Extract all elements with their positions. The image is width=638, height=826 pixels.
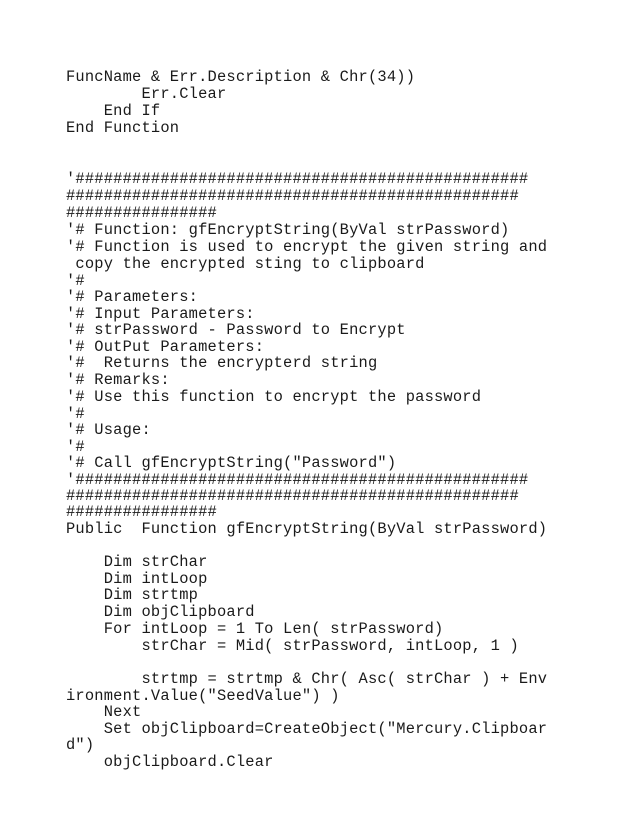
code-line: Dim intLoop	[66, 570, 208, 588]
code-line: Next	[66, 703, 142, 721]
code-line: '#	[66, 438, 85, 456]
code-line: '# Function: gfEncryptString(ByVal strPassword)	[66, 221, 510, 239]
code-line: End Function	[66, 119, 180, 137]
code-listing	[66, 0, 638, 826]
code-line: ################################################	[66, 187, 519, 205]
code-line: '#	[66, 272, 85, 290]
code-line: d")	[66, 736, 95, 754]
code-line: '# Parameters:	[66, 288, 199, 306]
code-line: '################################################	[66, 471, 529, 489]
code-line: '# Function is used to encrypt the given string and	[66, 238, 548, 256]
code-line: Public Function gfEncryptString(ByVal strPassword)	[66, 520, 548, 538]
code-line: '# Input Parameters:	[66, 305, 255, 323]
code-line: ################################################	[66, 487, 519, 505]
code-line: '# strPassword - Password to Encrypt	[66, 321, 406, 339]
code-line: Set objClipboard=CreateObject("Mercury.Clipboar	[66, 720, 548, 738]
code-line: objClipboard.Clear	[66, 753, 274, 771]
code-line: '# Use this function to encrypt the password	[66, 388, 482, 406]
code-line: Dim objClipboard	[66, 603, 255, 621]
code-line: '# Usage:	[66, 421, 151, 439]
code-line: End If	[66, 102, 161, 120]
code-line: Dim strChar	[66, 553, 208, 571]
code-line: ################	[66, 503, 217, 521]
code-line: '################################################	[66, 170, 529, 188]
code-line: copy the encrypted sting to clipboard	[66, 255, 425, 273]
code-line: '# Remarks:	[66, 371, 170, 389]
code-line: '#	[66, 405, 85, 423]
code-line: '# Call gfEncryptString("Password")	[66, 454, 397, 472]
code-line: FuncName & Err.Description & Chr(34))	[66, 68, 416, 86]
code-line: '# Returns the encrypterd string	[66, 354, 378, 372]
code-line: Err.Clear	[66, 85, 227, 103]
code-line: ironment.Value("SeedValue") )	[66, 687, 340, 705]
code-line: strChar = Mid( strPassword, intLoop, 1 )	[66, 637, 519, 655]
code-line: Dim strtmp	[66, 586, 199, 604]
code-line: For intLoop = 1 To Len( strPassword)	[66, 620, 444, 638]
code-line: strtmp = strtmp & Chr( Asc( strChar ) + Env	[66, 670, 548, 688]
code-line: ################	[66, 204, 217, 222]
code-line: '# OutPut Parameters:	[66, 338, 265, 356]
